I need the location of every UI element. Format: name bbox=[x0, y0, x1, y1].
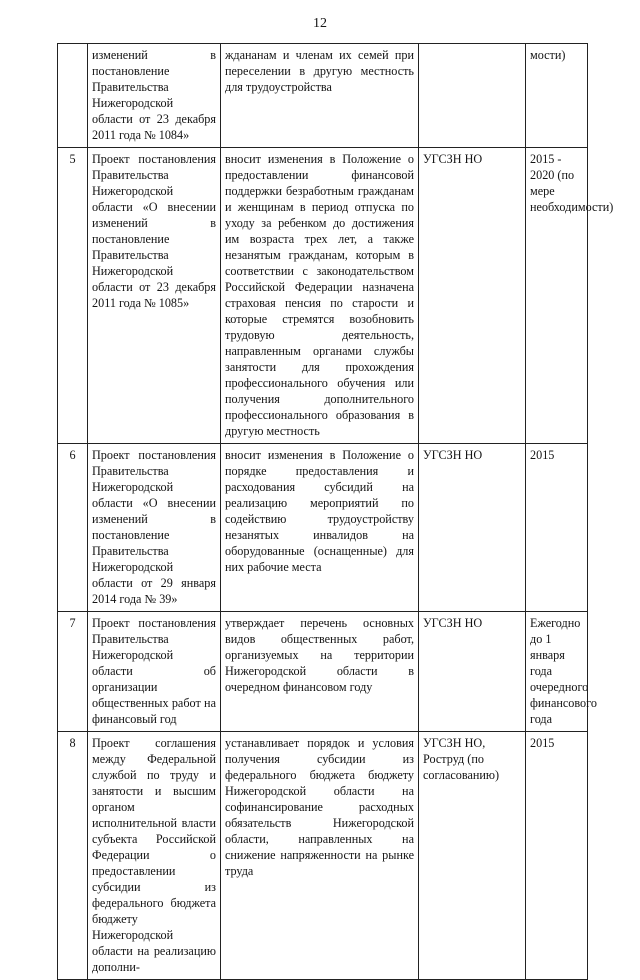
table-row bbox=[58, 148, 588, 444]
term-cell: 2015 - 2020 (по мере необходимости) bbox=[526, 148, 588, 444]
term-cell: мости) bbox=[526, 44, 588, 148]
executor-cell bbox=[419, 44, 526, 148]
executor-cell: УГСЗН НО bbox=[419, 444, 526, 612]
row-number-cell: 8 bbox=[58, 732, 88, 980]
row-number-cell: 5 bbox=[58, 148, 88, 444]
row-number-cell: 7 bbox=[58, 612, 88, 732]
document-cell: Проект соглашения между Федеральной службой по труду и занятости и высшим органом исполнительной власти субъекта Российской Федерации о предоставлении субсидии из федерального бюджета бюджету Нижегородской области на реализацию дополни- bbox=[88, 732, 221, 980]
content-cell: вносит изменения в Положение о предоставлении финансовой поддержки безработным гражданам и женщинам в период отпуска по уходу за ребенком до достижения им возраста трех лет, а также незанятым гражданам, которым в соответствии с законодательством Российской Федерации назначена страховая пенсия по старости и которые стремятся возобновить трудовую деятельность, направленным органами службы занятости для прохождения профессионального обучения или получения дополнительного профессионального образования в другую местность bbox=[221, 148, 419, 444]
executor-cell: УГСЗН НО bbox=[419, 612, 526, 732]
measures-table bbox=[57, 43, 614, 980]
table-row bbox=[58, 612, 588, 732]
content-cell: утверждает перечень основных видов общественных работ, организуемых на территории Нижегородской области в очередном финансовом году bbox=[221, 612, 419, 732]
row-number-cell: 6 bbox=[58, 444, 88, 612]
content-cell: ждананам и членам их семей при переселении в другую местность для трудоустройства bbox=[221, 44, 419, 148]
content-cell: устанавливает порядок и условия получения субсидии из федерального бюджета бюджету Нижегородской области на софинансирование расходных обязательств Нижегородской области, направленных на снижение напряженности на рынке труда bbox=[221, 732, 419, 980]
document-cell: Проект постановления Правительства Нижегородской области «О внесении изменений в постановление Правительства Нижегородской области от 23 декабря 2011 года № 1085» bbox=[88, 148, 221, 444]
table-row bbox=[58, 44, 588, 148]
term-cell: Ежегодно до 1 января года очередного финансового года bbox=[526, 612, 588, 732]
document-cell: Проект постановления Правительства Нижегородской области «О внесении изменений в постановление Правительства Нижегородской области от 29 января 2014 года № 39» bbox=[88, 444, 221, 612]
executor-cell: УГСЗН НО bbox=[419, 148, 526, 444]
document-cell: Проект постановления Правительства Нижегородской области об организации общественных работ на финансовый год bbox=[88, 612, 221, 732]
term-cell: 2015 bbox=[526, 444, 588, 612]
page-number: 12 bbox=[313, 16, 327, 31]
table-row bbox=[58, 444, 588, 612]
row-number-cell bbox=[58, 44, 88, 148]
executor-cell: УГСЗН НО, Роструд (по согласованию) bbox=[419, 732, 526, 980]
content-cell: вносит изменения в Положение о порядке предоставления и расходования субсидий на реализацию мероприятий по содействию трудоустройству незанятых инвалидов на оборудованные (оснащенные) для них рабочие места bbox=[221, 444, 419, 612]
term-cell: 2015 bbox=[526, 732, 588, 980]
table-row bbox=[58, 732, 588, 980]
document-cell: изменений в постановление Правительства Нижегородской области от 23 декабря 2011 года № 1084» bbox=[88, 44, 221, 148]
